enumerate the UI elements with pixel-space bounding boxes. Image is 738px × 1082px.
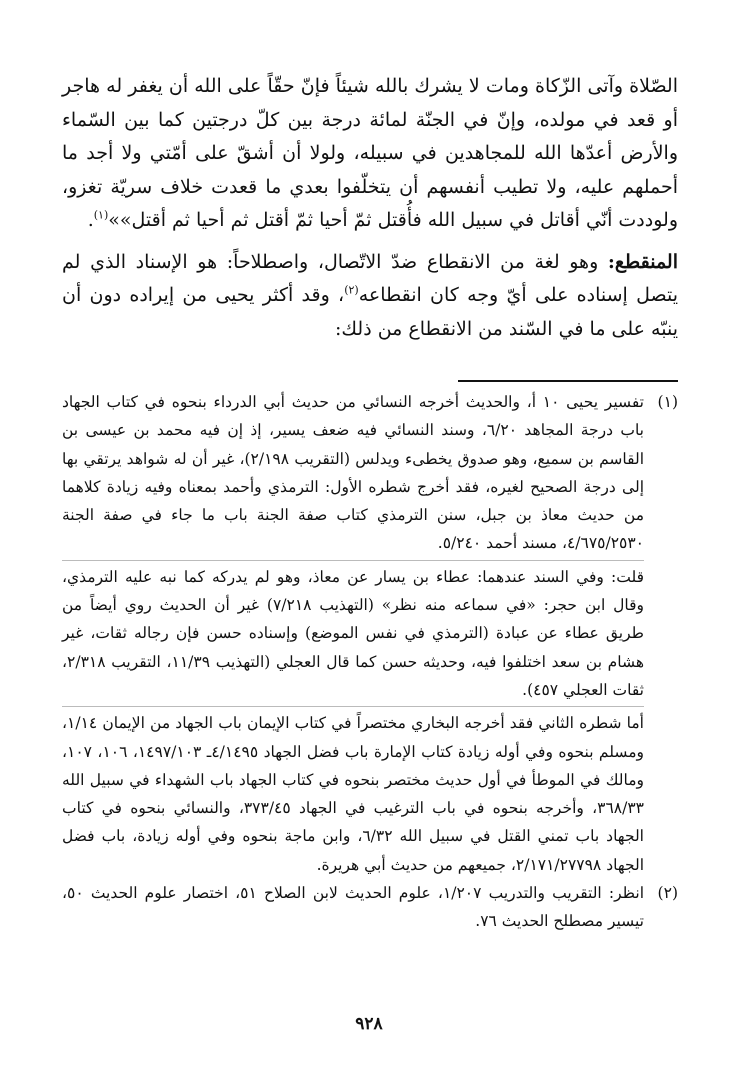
footnote-2-paragraph-1: انظر: التقريب والتدريب ١/٢٠٧، علوم الحديث لابن الصلاح ٥١، اختصار علوم الحديث ٥٠، تيسير مصطلح الحديث ٧٦.: [62, 884, 644, 931]
page-content: [62, 70, 678, 936]
footnote-separator: [458, 380, 678, 382]
paragraph-hadith-end: .: [87, 209, 94, 231]
footnote-1-paragraph-2: قلت: وفي السند عندهما: عطاء بن يسار عن معاذ، وهو لم يدركه كما نبه عليه الترمذي، وقال ابن حجر: «في سماعه منه نظر» (التهذيب ٧/٢١٨) غير أن الحديث روي أيضاً من طريق عطاء عن عبادة (الترمذي في نفس الموضع) وإسناده حسن فإن رجاله ثقات، غير هشام بن سعد اختلفوا فيه، وحديثه حسن كما قال العجلي (التهذيب ١١/٣٩، التقريب ٢/٣١٨، ثقات العجلي ٤٥٧).: [62, 560, 644, 704]
footnote-2-body: [62, 879, 644, 936]
term-munqati: المنقطع:: [607, 250, 678, 273]
page-number: ٩٢٨: [355, 1014, 383, 1034]
paragraph-munqati-text-a: وهو لغة من الانقطاع ضدّ الاتّصال، واصطلاحاً: هو الإسناد الذي لم يتصل إسناده على أيّ وجه كان انقطاعه: [62, 250, 678, 306]
paragraph-hadith-text: الصّلاة وآتى الزّكاة ومات لا يشرك بالله شيئاً فإنّ حقّاً على الله أن يغفر له هاجر أو قعد في مولده، وإنّ في الجنّة لمائة درجة بين كلّ درجتين كما بين السّماء والأرض أعدّها الله للمجاهدين في سبيله، ولولا أن أشقّ على أمّتي ولا أجد ما أحملهم عليه، ولا تطيب أنفسهم أن يتخلّفوا بعدي ما قعدت خلاف سريّة تغزو، ولوددت أنّي أقاتل في سبيل الله فأُقتل ثمّ أحيا ثمّ أقتل ثم أحيا ثم أقتل»»: [62, 75, 678, 231]
paragraph-hadith: [62, 70, 678, 238]
footnote-ref-1: (١): [93, 208, 109, 222]
footnotes: [62, 388, 678, 936]
footnote-1-body: [62, 388, 644, 879]
footnote-1: [62, 388, 678, 879]
footnote-ref-2: (٢): [344, 283, 359, 297]
footnote-2: [62, 879, 678, 936]
main-text: [62, 70, 678, 346]
paragraph-munqati: [62, 246, 678, 347]
footnote-1-paragraph-1: تفسير يحيى ١٠ أ، والحديث أخرجه النسائي من حديث أبي الدرداء بنحوه في كتاب الجهاد باب درجة المجاهد ٦/٢٠، وسند النسائي فيه ضعف يسير، إذ إن فيه محمد بن عيسى بن القاسم بن سميع، وهو صدوق يخطىء ويدلس (التقريب ٢/١٩٨)، غير أن له شواهد يرتقي بها إلى درجة الصحيح لغيره، فقد أخرج شطره الأول: الترمذي وأحمد بمعناه وفيه زيادة كلاهما من حديث معاذ بن جبل، سنن الترمذي كتاب صفة الجنة باب ما جاء في صفة الجنة ٤/٦٧٥/٢٥٣٠، مسند أحمد ٥/٢٤٠.: [62, 393, 645, 553]
paragraph-munqati-text-b: ، وقد أكثر يحيى من إيراده دون أن ينبّه على ما في السّند من الانقطاع من ذلك:: [62, 284, 678, 340]
footnote-1-number: (١): [657, 393, 678, 411]
footnote-1-paragraph-3: أما شطره الثاني فقد أخرجه البخاري مختصراً في كتاب الإيمان باب الجهاد من الإيمان ١/١٤، ومسلم بنحوه وفي أوله زيادة كتاب الإمارة باب فضل الجهاد ٤/١٤٩٥ـ ١٤٩٧/١٠٣، ١٠٦، ١٠٧، ومالك في الموطأ في أول حديث مختصر بنحوه في كتاب الجهاد باب الشهداء في سبيل الله ٣٦٨/٣٣، وأخرجه بنحوه في باب الترغيب في الجهاد ٣٧٣/٤٥، والنسائي بنحوه في كتاب الجهاد باب تمني القتل في سبيل الله ٦/٣٢، وابن ماجة بنحوه وفي أوله زيادة، باب فضل الجهاد ٢/١٧١/٢٧٧٩٨، جميعهم من حديث أبي هريرة.: [62, 706, 644, 879]
footnote-2-number: (٢): [657, 884, 678, 903]
